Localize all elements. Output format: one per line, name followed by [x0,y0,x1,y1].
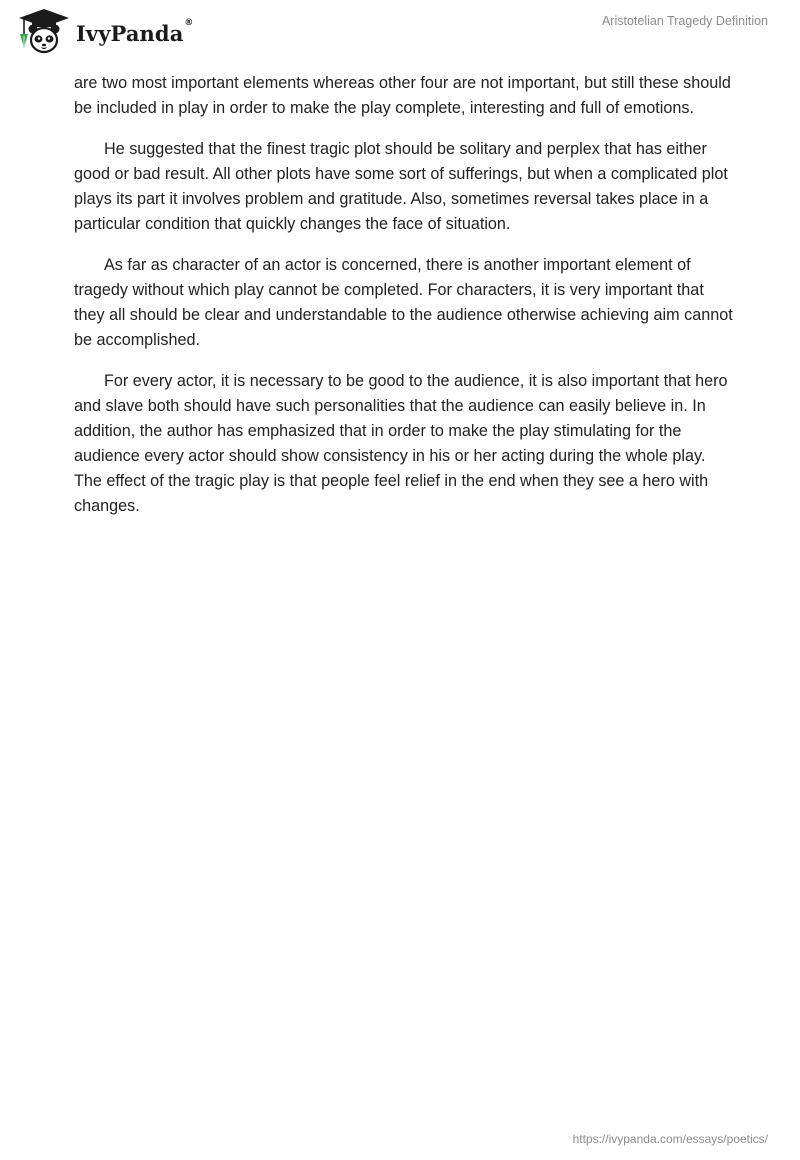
paragraph: are two most important elements whereas other four are not important, but still these should be included in play in order to make the play complete, interesting and full of emotions. [74,74,731,117]
source-url[interactable]: https://ivypanda.com/essays/poetics/ [572,1132,768,1146]
paragraph: As far as character of an actor is concerned, there is another important element of tragedy without which play cannot be completed. For characters, it is very important that they all should be clear and understandable to the audience otherwise achieving aim cannot be accomplished. [74,256,733,349]
essay-body [74,71,734,535]
paragraph: For every actor, it is necessary to be good to the audience, it is also important that hero and slave both should have such personalities that the audience can easily believe in. In addition, the author has emphasized that in order to make the play stimulating for the audience every actor should show consistency in his or her acting during the whole play. The effect of the tragic play is that people feel relief in the end when they see a hero with changes. [74,372,728,515]
registered-mark: ® [184,17,194,28]
document-title: Aristotelian Tragedy Definition [601,14,768,28]
panda-graduate-icon [14,8,74,56]
page-header [0,0,800,64]
brand-name: IvyPanda® [76,17,194,46]
ivypanda-logo[interactable] [14,8,194,56]
paragraph: He suggested that the finest tragic plot should be solitary and perplex that has either good or bad result. All other plots have some sort of sufferings, but when a complicated plot plays its part it involves problem and gratitude. Also, sometimes reversal takes place in a particular condition that quickly changes the face of situation. [74,140,728,233]
